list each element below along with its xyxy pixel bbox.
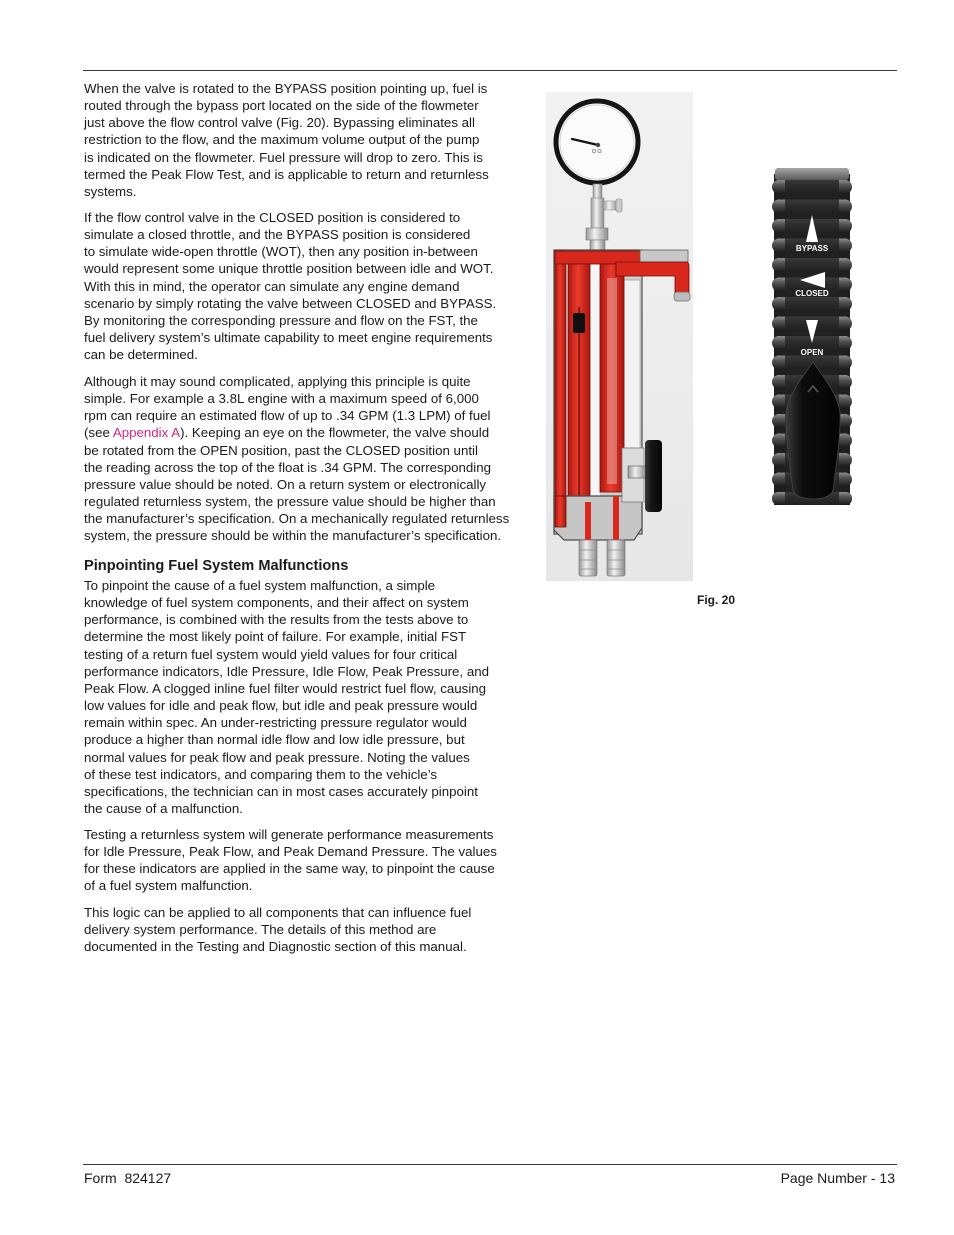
text-line: [84, 424, 524, 441]
closed-label: CLOSED: [795, 289, 829, 298]
text-line: rpm can require an estimated flow of up to .34 GPM (1.3 LPM) of fuel: [84, 408, 491, 424]
outlet-hose-fitting: [607, 540, 625, 576]
text-line: to simulate wide-open throttle (WOT), then any position in-between: [84, 244, 478, 260]
text-line: of a fuel system malfunction.: [84, 878, 253, 894]
text-fragment: ). Keeping an eye on the flowmeter, the valve should: [180, 425, 490, 441]
header-rule: [83, 70, 897, 71]
page-number: Page Number - 13: [780, 1170, 895, 1186]
text-line: restriction to the flow, and the maximum volume output of the pump: [84, 132, 480, 148]
float: [573, 313, 585, 333]
paragraph-example: [84, 373, 524, 545]
text-line: documented in the Testing and Diagnostic section of this manual.: [84, 939, 467, 955]
text-line: for these indicators are applied in the same way, to pinpoint the cause: [84, 861, 495, 877]
open-label: OPEN: [800, 348, 824, 357]
text-line: Peak Flow. A clogged inline fuel filter would restrict fuel flow, causing: [84, 680, 487, 696]
text-line: normal values for peak flow and peak pressure. Noting the values: [84, 749, 470, 765]
text-line: To pinpoint the cause of a fuel system malfunction, a simple: [84, 578, 436, 593]
flowmeter-cutaway-illustration: [546, 92, 693, 581]
valve-knob: [645, 440, 662, 512]
text-line: the cause of a malfunction.: [84, 801, 243, 817]
text-line: delivery system performance. The details of this method are: [84, 922, 437, 938]
text-line: pressure value should be noted. On a return system or electronically: [84, 476, 487, 492]
valve-position-knob-illustration: [772, 168, 852, 505]
text-line: can be determined.: [84, 347, 198, 363]
figure-caption: Fig. 20: [697, 593, 736, 607]
appendix-a-link[interactable]: Appendix A: [112, 425, 181, 441]
bypass-label: BYPASS: [795, 244, 829, 253]
text-line: for Idle Pressure, Peak Flow, and Peak Demand Pressure. The values: [84, 844, 497, 860]
text-line: systems.: [84, 183, 137, 199]
section-heading: Pinpointing Fuel System Malfunctions: [84, 558, 349, 574]
text-line: low values for idle and peak flow, but idle and peak pressure would: [84, 698, 478, 714]
footer-rule: [83, 1164, 897, 1165]
text-line: specifications, the technician can in most cases accurately pinpoint: [84, 783, 478, 799]
flow-control-valve: [622, 440, 662, 512]
text-line: Although it may sound complicated, applying this principle is quite: [84, 374, 471, 389]
text-line: performance indicators, Idle Pressure, Idle Flow, Peak Pressure, and: [84, 663, 490, 679]
text-line: simulate a closed throttle, and the BYPASS position is considered: [84, 227, 471, 243]
text-line: the reading across the top of the float is .34 GPM. The corresponding: [84, 459, 492, 475]
text-line: termed the Peak Flow Test, and is applicable to return and returnless: [84, 166, 489, 182]
text-line: just above the flow control valve (Fig. 20). Bypassing eliminates all: [84, 115, 475, 131]
text-line: If the flow control valve in the CLOSED position is considered to: [84, 210, 461, 225]
text-line: testing of a return fuel system would yield values for four critical: [84, 646, 458, 662]
text-line: would represent some unique throttle position between idle and WOT.: [84, 261, 494, 277]
pressure-gauge-icon: [556, 101, 638, 183]
text-line: When the valve is rotated to the BYPASS position pointing up, fuel is: [84, 81, 488, 96]
text-line: of these test indicators, and comparing them to the vehicle’s: [84, 766, 438, 782]
text-line: the manufacturer’s specification. On a mechanically regulated returnless: [84, 511, 510, 527]
text-line: knowledge of fuel system components, and their affect on system: [84, 595, 469, 611]
paragraph-throttle-simulation: [84, 209, 524, 363]
text-line: scenario by simply rotating the valve between CLOSED and BYPASS.: [84, 295, 497, 311]
text-line: regulated returnless system, the pressure value should be higher than: [84, 494, 496, 510]
text-line: fuel delivery system’s ultimate capability to meet engine requirements: [84, 330, 493, 346]
paragraph-pinpointing: [84, 577, 524, 817]
knob-cap: [775, 168, 849, 180]
text-line: Testing a returnless system will generate performance measurements: [84, 827, 494, 842]
text-line: simple. For example a 3.8L engine with a maximum speed of 6,000: [84, 391, 479, 407]
text-line: system, the pressure should be within the manufacturer’s specification.: [84, 528, 502, 544]
text-fragment: (see: [84, 425, 113, 441]
paragraph-bypass-position: [84, 80, 524, 200]
text-line: produce a higher than normal idle flow and low idle pressure, but: [84, 732, 465, 748]
text-line: determine the most likely point of failure. For example, initial FST: [84, 629, 467, 645]
text-line: is indicated on the flowmeter. Fuel pressure will drop to zero. This is: [84, 149, 483, 165]
text-line: With this in mind, the operator can simulate any engine demand: [84, 278, 460, 294]
inlet-hose-fitting: [579, 540, 597, 576]
paragraph-returnless: [84, 826, 524, 895]
paragraph-logic: [84, 904, 524, 955]
text-line: This logic can be applied to all components that can influence fuel: [84, 905, 472, 920]
text-line: remain within spec. An under-restricting pressure regulator would: [84, 715, 467, 731]
text-line: be rotated from the OPEN position, past the CLOSED position until: [84, 442, 478, 458]
form-number: Form 824127: [84, 1170, 172, 1186]
text-line: By monitoring the corresponding pressure and flow on the FST, the: [84, 312, 478, 328]
text-line: routed through the bypass port located on the side of the flowmeter: [84, 98, 479, 114]
text-line: performance, is combined with the results from the tests above to: [84, 612, 469, 628]
